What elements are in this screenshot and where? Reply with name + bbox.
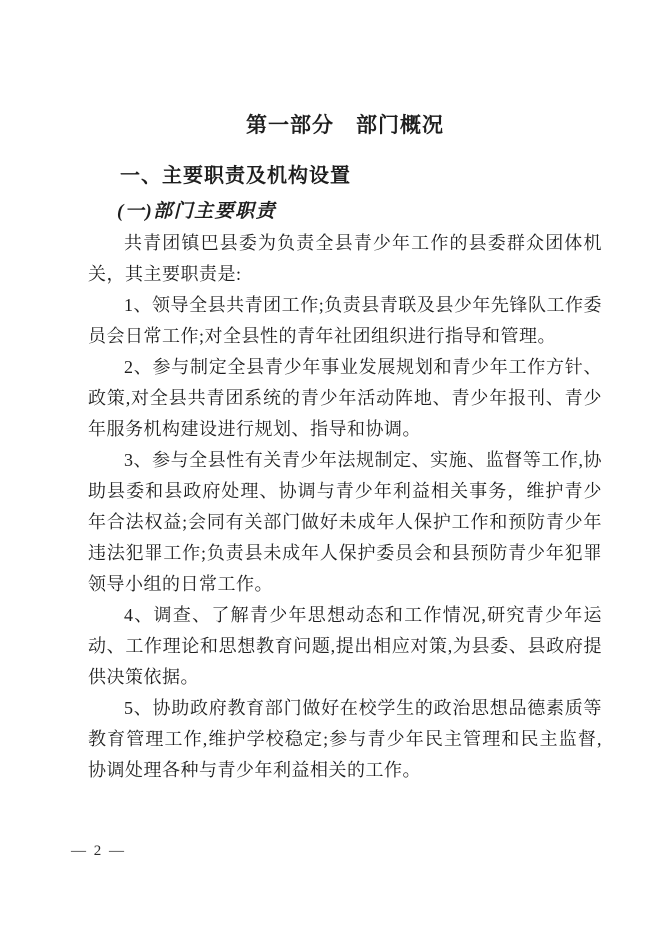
paragraph-duty-1: 1、领导全县共青团工作;负责县青联及县少年先锋队工作委员会日常工作;对全县性的青年社团组织进行指导和管理。: [88, 295, 602, 346]
document-body: [88, 113, 602, 786]
paragraph-intro: 共青团镇巴县委为负责全县青少年工作的县委群众团体机关，其主要职责是:: [88, 233, 602, 284]
subsection-heading: (一)部门主要职责: [117, 201, 277, 222]
section-heading: 一、主要职责及机构设置: [120, 165, 351, 187]
paragraph-duty-3: 3、参与全县性有关青少年法规制定、实施、监督等工作,协助县委和县政府处理、协调与青少年利益相关事务，维护青少年合法权益;会同有关部门做好未成年人保护工作和预防青少年违法犯罪工作;负责县未成年人保护委员会和县预防青少年犯罪领导小组的日常工作。: [88, 450, 602, 594]
document-title: 第一部分 部门概况: [246, 114, 444, 137]
paragraph-duty-5: 5、协助政府教育部门做好在校学生的政治思想品德素质等教育管理工作,维护学校稳定;参与青少年民主管理和民主监督,协调处理各种与青少年利益相关的工作。: [88, 698, 602, 780]
page-number: — 2 —: [71, 843, 126, 859]
paragraph-duty-4: 4、调查、了解青少年思想动态和工作情况,研究青少年运动、工作理论和思想教育问题,提出相应对策,为县委、县政府提供决策依据。: [88, 605, 602, 687]
paragraph-duty-2: 2、参与制定全县青少年事业发展规划和青少年工作方针、政策,对全县共青团系统的青少年活动阵地、青少年报刊、青少年服务机构建设进行规划、指导和协调。: [88, 357, 602, 439]
